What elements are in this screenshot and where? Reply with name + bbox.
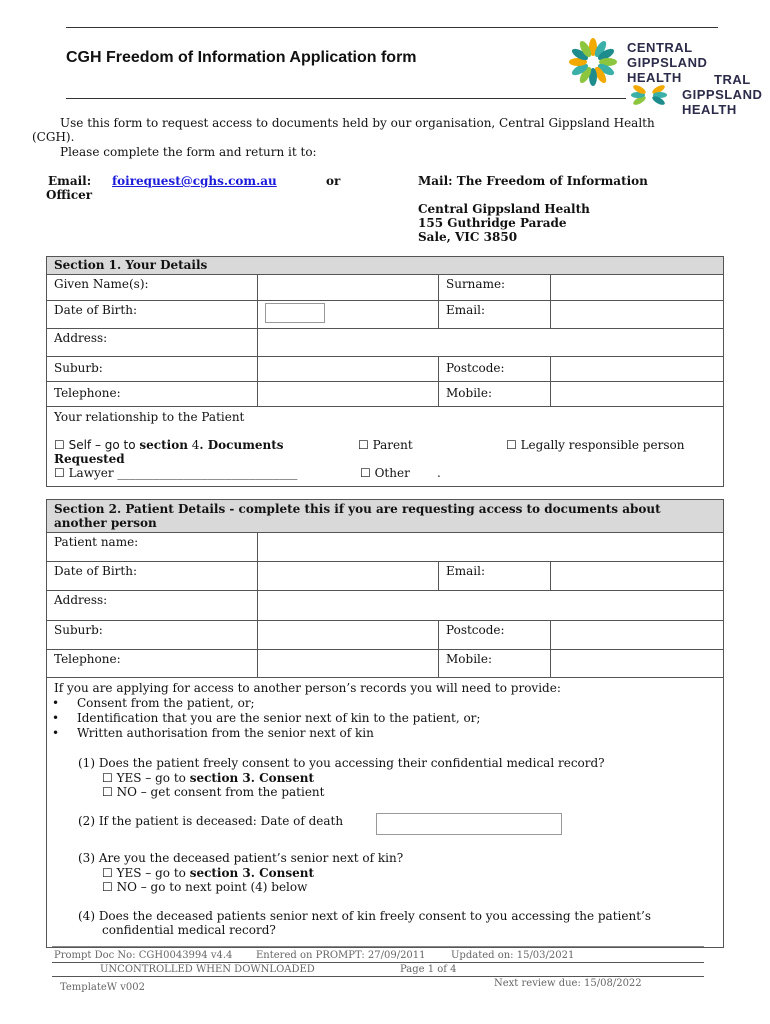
consent-questions-cell — [47, 678, 724, 948]
footer-entered: Entered on PROMPT: 27/09/2011 — [256, 950, 426, 961]
bullet-item — [52, 696, 480, 711]
footer-mid-rule — [52, 962, 704, 963]
telephone-label: Telephone: — [47, 382, 258, 407]
patient-suburb-input[interactable] — [258, 621, 439, 650]
patient-mobile-input[interactable] — [551, 650, 724, 678]
footer-next-review: Next review due: 15/08/2022 — [494, 978, 642, 989]
bullet-item — [52, 711, 480, 726]
patient-name-input[interactable] — [258, 533, 724, 562]
given-names-label: Given Name(s): — [47, 275, 258, 301]
surname-label: Surname: — [439, 275, 551, 301]
intro-line-3: Please complete the form and return it to: — [60, 145, 317, 159]
q3-yes-option[interactable] — [102, 866, 314, 880]
intro-line-2: (CGH). — [32, 130, 75, 144]
patient-email-input[interactable] — [551, 562, 724, 591]
address-label: Address: — [47, 329, 258, 357]
section2-heading — [47, 500, 724, 533]
relationship-label: Your relationship to the Patient — [54, 410, 245, 424]
question-3: (3) Are you the deceased patient’s senior next of kin? — [78, 851, 404, 865]
logo-line-1: CENTRAL — [627, 40, 693, 55]
option-parent[interactable]: ☐ Parent — [358, 438, 413, 452]
q3-no-option[interactable]: ☐ NO – go to next point (4) below — [102, 880, 308, 894]
address-input[interactable] — [258, 329, 724, 357]
suburb-label: Suburb: — [47, 357, 258, 382]
page-title: CGH Freedom of Information Application form — [66, 49, 417, 66]
patient-dob-label: Date of Birth: — [47, 562, 258, 591]
patient-telephone-input[interactable] — [258, 650, 439, 678]
mobile-label: Mobile: — [439, 382, 551, 407]
postcode-label: Postcode: — [439, 357, 551, 382]
patient-telephone-label: Telephone: — [47, 650, 258, 678]
logo2-line-1: TRAL — [714, 72, 751, 87]
option-self-text: ☐ Self – go to — [54, 438, 140, 452]
section2-table — [46, 499, 724, 948]
mail-line-1: Mail: The Freedom of Information — [418, 174, 648, 188]
option-self-docs: . Documents — [199, 438, 284, 452]
bullet-icon: • — [52, 711, 60, 725]
header-bottom-rule — [66, 98, 626, 99]
footer-bottom-rule — [52, 976, 704, 977]
footer-updated: Updated on: 15/03/2021 — [451, 950, 575, 961]
email-input[interactable] — [551, 301, 724, 329]
logo-text-secondary — [682, 72, 762, 117]
intro-line-1: Use this form to request access to documents held by our organisation, Central Gippsland Health — [60, 116, 655, 130]
section2-heading-line-2: another person — [54, 516, 157, 530]
bullet-icon: • — [52, 696, 60, 710]
logo2-line-3: HEALTH — [682, 102, 737, 117]
q1-yes-option[interactable] — [102, 771, 314, 785]
dob-label: Date of Birth: — [47, 301, 258, 329]
email-field-label: Email: — [439, 301, 551, 329]
q3-yes-text: ☐ YES – go to — [102, 866, 190, 880]
patient-mobile-label: Mobile: — [439, 650, 551, 678]
bullet-item — [52, 726, 480, 741]
relationship-cell — [47, 407, 724, 487]
footer-doc-no: Prompt Doc No: CGH0043994 v4.4 — [54, 950, 233, 961]
bullet-text: Consent from the patient, or; — [77, 696, 255, 710]
patient-email-label: Email: — [439, 562, 551, 591]
q1-yes-text: ☐ YES – go to — [102, 771, 190, 785]
or-label: or — [326, 174, 341, 188]
date-of-death-input[interactable] — [376, 813, 562, 835]
option-other[interactable]: ☐ Other — [360, 466, 410, 480]
suburb-input[interactable] — [258, 357, 439, 382]
surname-input[interactable] — [551, 275, 724, 301]
q3-yes-section: section 3. Consent — [189, 866, 315, 880]
footer-template: TemplateW v002 — [60, 982, 145, 993]
dob-cell — [258, 301, 439, 329]
footer-uncontrolled: UNCONTROLLED WHEN DOWNLOADED — [100, 964, 315, 975]
question-2: (2) If the patient is deceased: Date of death — [78, 814, 344, 828]
patient-postcode-input[interactable] — [551, 621, 724, 650]
patient-name-label: Patient name: — [47, 533, 258, 562]
question-1: (1) Does the patient freely consent to you accessing their confidential medical record? — [78, 756, 605, 770]
bullet-text: Written authorisation from the senior next of kin — [77, 726, 374, 740]
section2-heading-line-1: Section 2. Patient Details - complete this if you are requesting access to documents about — [54, 502, 661, 516]
dob-input[interactable] — [265, 303, 325, 323]
email-link[interactable]: foirequest@cghs.com.au — [112, 174, 277, 188]
option-self-number: 4 — [187, 438, 200, 452]
patient-address-input[interactable] — [258, 591, 724, 621]
provide-intro: If you are applying for access to another person’s records you will need to provide: — [54, 681, 561, 695]
mail-line-2: Central Gippsland Health — [418, 202, 590, 216]
option-lawyer[interactable]: ☐ Lawyer ______________________________ — [54, 466, 298, 480]
option-self[interactable] — [54, 438, 284, 452]
patient-postcode-label: Postcode: — [439, 621, 551, 650]
mail-line-4: Sale, VIC 3850 — [418, 230, 518, 244]
logo-line-3: HEALTH — [627, 70, 682, 85]
q1-yes-section: section 3. Consent — [189, 771, 315, 785]
patient-dob-input[interactable] — [258, 562, 439, 591]
bullet-icon: • — [52, 726, 60, 740]
postcode-input[interactable] — [551, 357, 724, 382]
option-self-requested: Requested — [54, 452, 125, 466]
patient-address-label: Address: — [47, 591, 258, 621]
email-label: Email: — [48, 174, 92, 188]
given-names-input[interactable] — [258, 275, 439, 301]
cgh-logo-secondary-icon — [618, 80, 680, 110]
question-4-line-2: confidential medical record? — [102, 923, 276, 937]
question-4-line-1: (4) Does the deceased patients senior next of kin freely consent to you accessing the patient’s — [78, 909, 651, 923]
option-other-dot: . — [437, 466, 441, 480]
cgh-logo-icon — [562, 36, 624, 88]
logo-line-2: GIPPSLAND — [627, 55, 708, 70]
bullet-list — [52, 696, 480, 741]
logo2-line-2: GIPPSLAND — [682, 87, 763, 102]
header-top-rule — [66, 27, 718, 28]
q1-no-option[interactable]: ☐ NO – get consent from the patient — [102, 785, 325, 799]
telephone-input[interactable] — [258, 382, 439, 407]
option-legally-responsible[interactable]: ☐ Legally responsible person — [506, 438, 685, 452]
mobile-input[interactable] — [551, 382, 724, 407]
bullet-text: Identification that you are the senior next of kin to the patient, or; — [77, 711, 481, 725]
mail-line-3: 155 Guthridge Parade — [418, 216, 567, 230]
footer-page: Page 1 of 4 — [400, 964, 457, 975]
option-self-section: section — [139, 438, 188, 452]
officer-label: Officer — [46, 188, 93, 202]
patient-suburb-label: Suburb: — [47, 621, 258, 650]
section1-table — [46, 256, 724, 487]
section1-heading: Section 1. Your Details — [47, 257, 724, 275]
footer-top-rule — [52, 946, 704, 947]
